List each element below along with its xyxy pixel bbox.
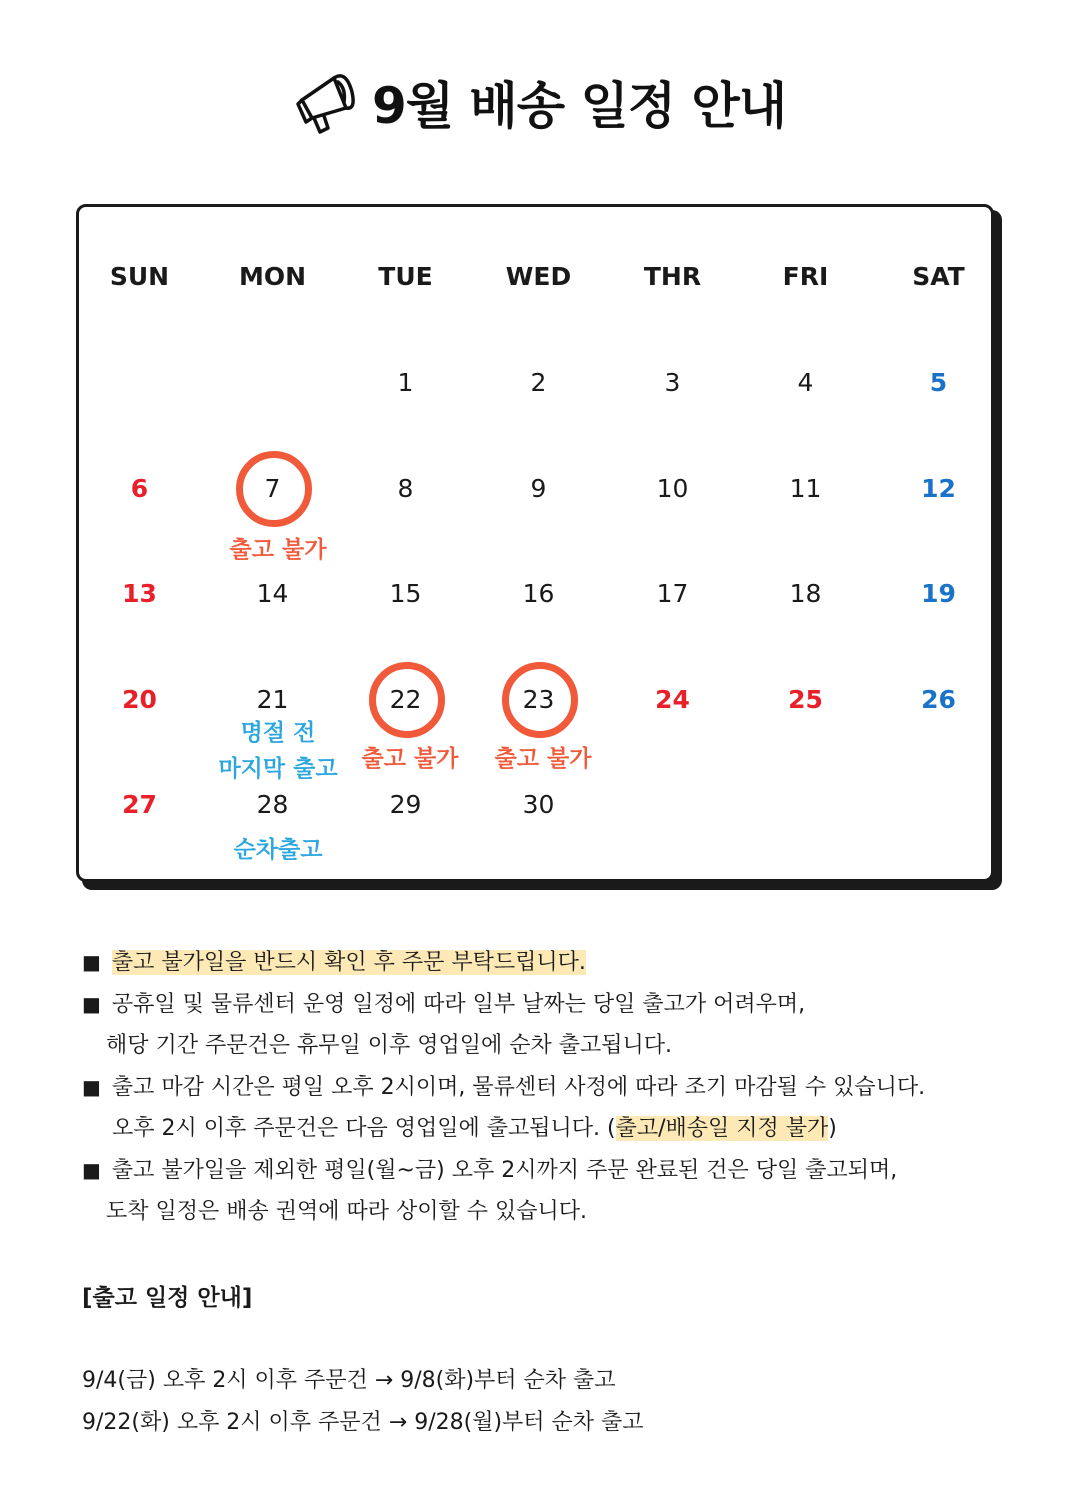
bullet-square-icon: ■	[82, 950, 101, 974]
schedule-line: 9/4(금) 오후 2시 이후 주문건 → 9/8(화)부터 순차 출고	[82, 1368, 616, 1393]
notice-text: )	[828, 1116, 837, 1141]
calendar-day: 6	[130, 474, 149, 503]
schedule-title: [출고 일정 안내]	[82, 1285, 253, 1311]
calendar-day: 7	[264, 474, 281, 503]
calendar-day: 5	[929, 368, 948, 397]
calendar-day: 20	[122, 685, 157, 714]
note-sep7: 출고 불가	[229, 537, 327, 563]
calendar-day: 30	[522, 790, 555, 819]
calendar-day: 18	[789, 579, 822, 608]
calendar-day: 25	[788, 685, 823, 714]
calendar-day: 29	[389, 790, 422, 819]
notice-item	[82, 984, 1042, 1026]
notice-item-continued	[82, 1108, 1042, 1150]
notice-item	[82, 942, 1042, 984]
calendar-day: 8	[397, 474, 414, 503]
calendar-day: 15	[389, 579, 422, 608]
schedule-list	[82, 1360, 644, 1443]
calendar-day: 23	[522, 685, 555, 714]
calendar-day: 26	[921, 685, 956, 714]
note-sep21-line2: 마지막 출고	[218, 756, 338, 782]
calendar-day: 14	[256, 579, 289, 608]
megaphone-icon	[294, 66, 358, 138]
notice-text: 오후 2시 이후 주문건은 다음 영업일에 출고됩니다. (	[112, 1116, 616, 1141]
weekday-header: TUE	[378, 262, 433, 291]
calendar-day: 13	[122, 579, 157, 608]
bullet-square-icon: ■	[82, 1157, 101, 1182]
calendar-day: 1	[397, 368, 414, 397]
bullet-square-icon: ■	[82, 991, 101, 1016]
calendar-day: 27	[122, 790, 157, 819]
notice-item	[82, 1150, 1042, 1192]
notice-highlight: 출고/배송일 지정 불가	[615, 1116, 829, 1141]
notice-text: 출고 마감 시간은 평일 오후 2시이며, 물류센터 사정에 따라 조기 마감될 수 있습니다.	[111, 1074, 926, 1100]
notice-text: 공휴일 및 물류센터 운영 일정에 따라 일부 날짜는 당일 출고가 어려우며,	[111, 991, 806, 1017]
calendar-day: 21	[256, 685, 289, 714]
notice-item	[82, 1067, 1042, 1109]
calendar-day: 9	[530, 474, 547, 503]
notice-item-continued	[82, 1025, 1042, 1067]
calendar-day: 16	[522, 579, 555, 608]
calendar-day: 19	[921, 579, 956, 608]
calendar-day: 11	[789, 474, 822, 503]
note-sep23: 출고 불가	[494, 746, 592, 772]
calendar-day: 12	[921, 474, 956, 503]
schedule-line: 9/22(화) 오후 2시 이후 주문건 → 9/28(월)부터 순차 출고	[82, 1409, 644, 1435]
bullet-square-icon: ■	[82, 1074, 101, 1099]
weekday-header: FRI	[782, 262, 829, 291]
calendar-day: 22	[389, 685, 422, 714]
notice-list	[82, 942, 1042, 1233]
notice-text: 출고 불가일을 제외한 평일(월~금) 오후 2시까지 주문 완료된 건은 당일 출고되며,	[111, 1157, 898, 1183]
notice-highlight: 출고 불가일을 반드시 확인 후 주문 부탁드립니다.	[111, 950, 586, 975]
weekday-header: WED	[505, 262, 572, 291]
calendar-day: 2	[530, 368, 547, 397]
notice-text: 도착 일정은 배송 권역에 따라 상이할 수 있습니다.	[106, 1199, 587, 1224]
calendar-day: 3	[664, 368, 681, 397]
note-sep21-line1: 명절 전	[240, 720, 316, 746]
calendar-day: 28	[256, 790, 289, 819]
notice-text: 해당 기간 주문건은 휴무일 이후 영업일에 순차 출고됩니다.	[106, 1033, 672, 1058]
calendar-day: 10	[656, 474, 689, 503]
note-sep22: 출고 불가	[361, 746, 459, 772]
weekday-header: SUN	[109, 262, 170, 291]
weekday-header: THR	[643, 262, 702, 291]
note-sep28: 순차출고	[233, 837, 323, 863]
page-header	[0, 62, 1080, 142]
weekday-header: SAT	[912, 262, 965, 291]
notice-item-continued	[82, 1191, 1042, 1233]
page-title: 9월 배송 일정 안내	[371, 77, 787, 135]
calendar-day: 17	[656, 579, 689, 608]
weekday-header: MON	[238, 262, 307, 291]
calendar-day: 24	[655, 685, 690, 714]
calendar-day: 4	[797, 368, 814, 397]
